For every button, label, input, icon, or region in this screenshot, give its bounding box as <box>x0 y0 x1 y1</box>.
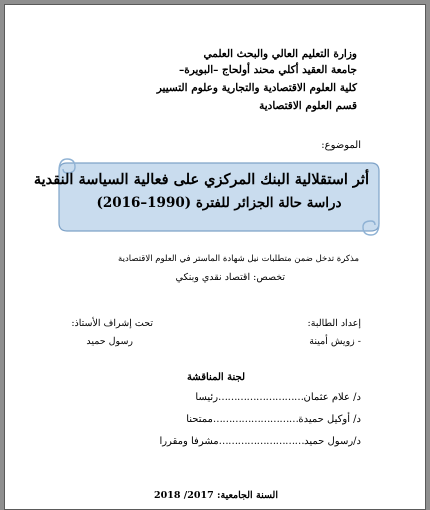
member-role: مشرفا ومقررا <box>159 436 219 447</box>
faculty-name: كلية العلوم الاقتصادية والتجارية وعلوم التسيير <box>156 82 357 94</box>
university-name: جامعة العقيد أكلي محند أولحاج –البويرة– <box>178 64 357 76</box>
subject-label: الموضوع: <box>321 140 361 151</box>
ministry-name: وزارة التعليم العالي والبحث العلمي <box>203 48 357 60</box>
document-page <box>4 4 426 510</box>
supervisor-label: تحت إشراف الأستاذ: <box>71 318 153 329</box>
thesis-subtitle: دراسة حالة الجزائر للفترة (1990–2016) <box>96 195 342 211</box>
committee-member <box>195 393 361 403</box>
title-scroll-banner <box>33 153 383 239</box>
member-role: رئيسا <box>195 392 219 403</box>
dotted-leader: ……………………… <box>218 436 305 447</box>
member-name: د/رسول حميد <box>304 436 361 447</box>
member-name: د/ علام عثمان <box>303 392 361 403</box>
supervisor-name: رسول حميد <box>86 336 133 347</box>
prepared-by-label: إعداد الطالبة: <box>307 318 361 329</box>
thesis-title: أثر استقلالية البنك المركزي على فعالية السياسة النقدية <box>33 171 369 188</box>
academic-year: السنة الجامعية: 2017/ 2018 <box>154 490 278 501</box>
dotted-leader: ……………………… <box>212 414 299 425</box>
memo-description: مذكرة تدخل ضمن متطلبات نيل شهادة الماستر في العلوم الاقتصادية <box>118 254 359 264</box>
member-role: ممتحنا <box>186 414 213 425</box>
student-name: - زويش أمينة <box>309 336 361 347</box>
committee-member <box>186 415 361 425</box>
committee-title: لجنة المناقشة <box>186 372 246 383</box>
member-name: د/ أوكيل حميدة <box>298 414 361 425</box>
department-name: قسم العلوم الاقتصادية <box>259 100 357 112</box>
dotted-leader: ……………………… <box>218 392 304 403</box>
committee-member <box>159 437 361 447</box>
specialty: تخصص: اقتصاد نقدي وبنكي <box>175 272 285 283</box>
